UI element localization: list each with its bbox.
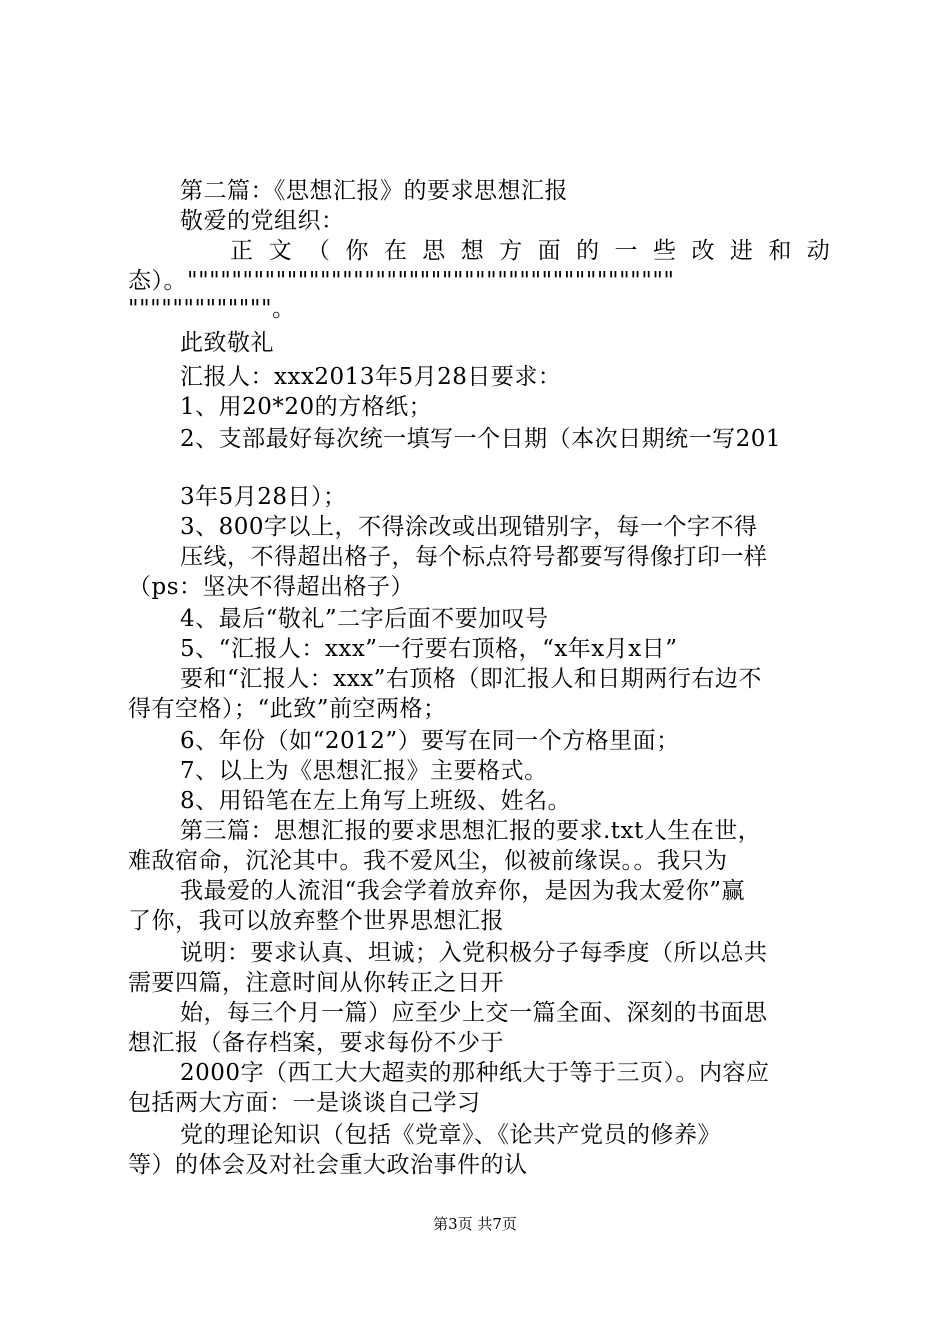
text-line: 3年5月28日）； — [180, 484, 347, 510]
spaced-character: 正 — [230, 238, 253, 264]
spaced-character: 进 — [729, 238, 753, 264]
spaced-character: 面 — [537, 238, 561, 264]
text-line: 我最爱的人流泪“我会学着放弃你，是因为我太爱你”赢 — [180, 878, 746, 904]
text-line: 此致敬礼 — [180, 330, 274, 356]
text-line: （ps：坚决不得超出格子） — [128, 574, 415, 600]
text-line: 4、最后“敬礼”二字后面不要加叹号 — [180, 606, 549, 632]
text-line: 想汇报（备存档案，要求每份不少于 — [128, 1030, 504, 1056]
spaced-character: 想 — [460, 238, 484, 264]
spaced-character: 和 — [768, 238, 792, 264]
text-line: 始，每三个月一篇）应至少上交一篇全面、深刻的书面思 — [180, 1000, 768, 1026]
spaced-character: 你 — [345, 238, 369, 264]
text-line: 得有空格）；“此致”前空两格； — [128, 696, 447, 722]
page-number-footer: 第3页 共7页 — [433, 1215, 517, 1233]
text-line: 敬爱的党组织： — [180, 208, 345, 234]
spaced-character: 在 — [383, 238, 407, 264]
text-line: 2000字（西工大大超卖的那种纸大于等于三页）。内容应 — [180, 1060, 770, 1086]
text-line: 包括两大方面：一是谈谈自己学习 — [128, 1090, 481, 1116]
text-line: 7、以上为《思想汇报》主要格式。 — [180, 758, 548, 784]
spaced-character: 方 — [499, 238, 523, 264]
text-line: 等）的体会及对社会重大政治事件的认 — [128, 1152, 528, 1178]
justified-text-line — [230, 236, 830, 266]
spaced-character: （ — [306, 238, 330, 264]
text-line: 要和“汇报人：xxx”右顶格（即汇报人和日期两行右边不 — [180, 666, 762, 692]
text-line: 态）。"""""""""""""""""""""""""""""""""""""""""""" — [128, 268, 675, 294]
text-line: 需要四篇，注意时间从你转正之日开 — [128, 970, 504, 996]
text-line: 党的理论知识（包括《党章》、《论共产党员的修养》 — [180, 1122, 721, 1148]
text-line: """""""""""""。 — [128, 296, 296, 322]
text-line: 第二篇：《思想汇报》的要求思想汇报 — [180, 178, 568, 204]
spaced-character: 的 — [576, 238, 600, 264]
spaced-character: 一 — [614, 238, 638, 264]
text-line: 1、用20*20的方格纸； — [180, 394, 433, 420]
spaced-character: 些 — [652, 238, 676, 264]
text-line: 3、800字以上，不得涂改或出现错别字，每一个字不得 — [180, 514, 758, 540]
text-line: 汇报人：xxx2013年5月28日要求： — [180, 364, 562, 390]
text-line: 了你，我可以放弃整个世界思想汇报 — [128, 908, 504, 934]
spaced-character: 动 — [806, 238, 830, 264]
spaced-character: 改 — [691, 238, 715, 264]
text-line: 难敌宿命，沉沦其中。我不爱风尘，似被前缘误。。我只为 — [128, 848, 728, 874]
text-line: 8、用铅笔在左上角写上班级、姓名。 — [180, 788, 572, 814]
text-line: 压线，不得超出格子，每个标点符号都要写得像打印一样 — [180, 544, 768, 570]
text-line: 说明：要求认真、坦诚；入党积极分子每季度（所以总共 — [180, 940, 768, 966]
spaced-character: 文 — [268, 238, 292, 264]
text-line: 6、年份（如“2012”）要写在同一个方格里面； — [180, 728, 680, 754]
text-line: 5、“汇报人：xxx”一行要右顶格，“x年x月x日” — [180, 636, 678, 662]
text-line: 第三篇：思想汇报的要求思想汇报的要求.txt人生在世， — [180, 818, 762, 844]
text-line: 2、支部最好每次统一填写一个日期（本次日期统一写201 — [180, 426, 782, 452]
spaced-character: 思 — [422, 238, 446, 264]
